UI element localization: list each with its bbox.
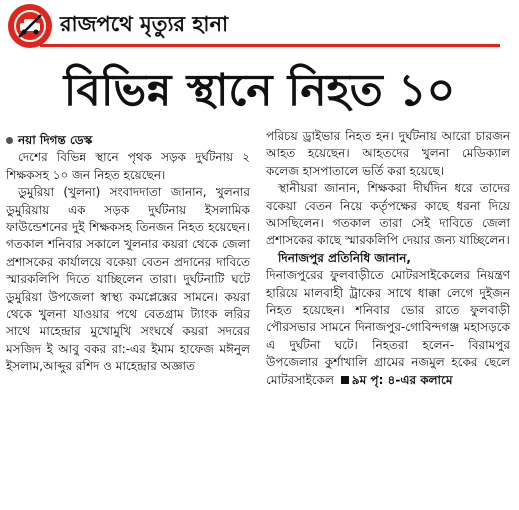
headline: বিভিন্ন স্থানে নিহত ১০ <box>63 65 456 116</box>
paragraph: স্থানীয়রা জানান, শিক্ষকরা দীর্ঘদিন ধরে তাদের বকেয়া বেতন নিয়ে কর্তৃপক্ষের কাছে ধরনা দিয়ে আসছিলেন। গতকাল তারা সেই দাবিতে জেলা প্রশাসকের কাছে স্মারকলিপি দেয়ার জন্য যাচ্ছিলেন। <box>266 181 510 248</box>
red-divider <box>40 44 500 47</box>
paragraph: ডুমুরিয়া (খুলনা) সংবাদদাতা জানান, খুলনার ডুমুরিয়ায় এক সড়ক দুর্ঘটনায় ইসলামিক ফাউন্ডেশনের দুই শিক্ষকসহ তিনজন নিহত হয়েছেন। গতকাল শনিবার সকালে খুলনার কয়রা থেকে জেলা প্রশাসকের কার্যালয়ে বকেয়া বেতন প্রদানের দাবিতে স্মারকলিপি দিতে যাচ্ছিলেন তারা। দুর্ঘটনাটি ঘটে ডুমুরিয়া উপজেলা স্বাস্থ্য কমপ্লেক্সের সামনে। কয়রা থেকে খুলনা যাওয়ার পথে বেতগ্রাম ট্যাংক লরির সাথে মাহেন্দ্রার মুখোমুখি সংঘর্ষে কয়রা সদরের মসজিদ ই আবু বকর রা:-এর ইমাম হাফেজ মঈনুল ইসলাম,আব্দুর রশিদ ও মাহেন্দ্রার অজ্ঞাত <box>6 185 250 374</box>
paragraph: পরিচয় ড্রাইভার নিহত হন। দুর্ঘটনায় আরো চারজন আহত হয়েছেন। আহতদের খুলনা মেডিক্যাল কলেজ হাসপাতালে ভর্তি করা হয়েছে। <box>266 129 510 178</box>
byline <box>6 132 250 149</box>
paragraph <box>266 267 510 389</box>
bullet-icon <box>6 137 13 144</box>
subhead: দিনাজপুর প্রতিনিধি জানান, <box>278 250 411 265</box>
continuation-ref[interactable] <box>338 373 453 387</box>
paragraph: দেশের বিভিন্ন স্থানে পৃথক সড়ক দুর্ঘটনায় ২ শিক্ষকসহ ১০ জন নিহত হয়েছেন। <box>6 150 250 182</box>
car-crash-icon <box>13 9 47 43</box>
byline-text: নয়া দিগন্ত ডেস্ক <box>18 133 93 147</box>
square-bullet-icon <box>341 376 349 384</box>
left-column <box>6 132 250 376</box>
road-accident-logo <box>8 4 52 48</box>
paragraph-text: দিনাজপুরের ফুলবাড়ীতে মোটরসাইকেলের নিয়ন্ত্রণ হারিয়ে মালবাহী ট্রাকের সাথে ধাক্কা লেগে দুইজন নিহত হয়েছেন। শনিবার ভোর রাতে ফুলবাড়ী পৌরসভার সামনে দিনাজপুর-গোবিন্দগঞ্জ মহাসড়কে এ দুর্ঘটনা ঘটে। নিহতরা হলেন- বিরামপুর উপজেলার কুর্শাখালি গ্রামের নজমুল হকের ছেলে মোটরসাইকেল <box>266 268 510 387</box>
masthead-strip <box>0 0 519 58</box>
section-kicker: রাজপথে মৃত্যুর হানা <box>60 12 229 36</box>
right-column <box>266 128 510 389</box>
continuation-text: ৯ম পৃ: ৪-এর কলামে <box>351 372 453 387</box>
